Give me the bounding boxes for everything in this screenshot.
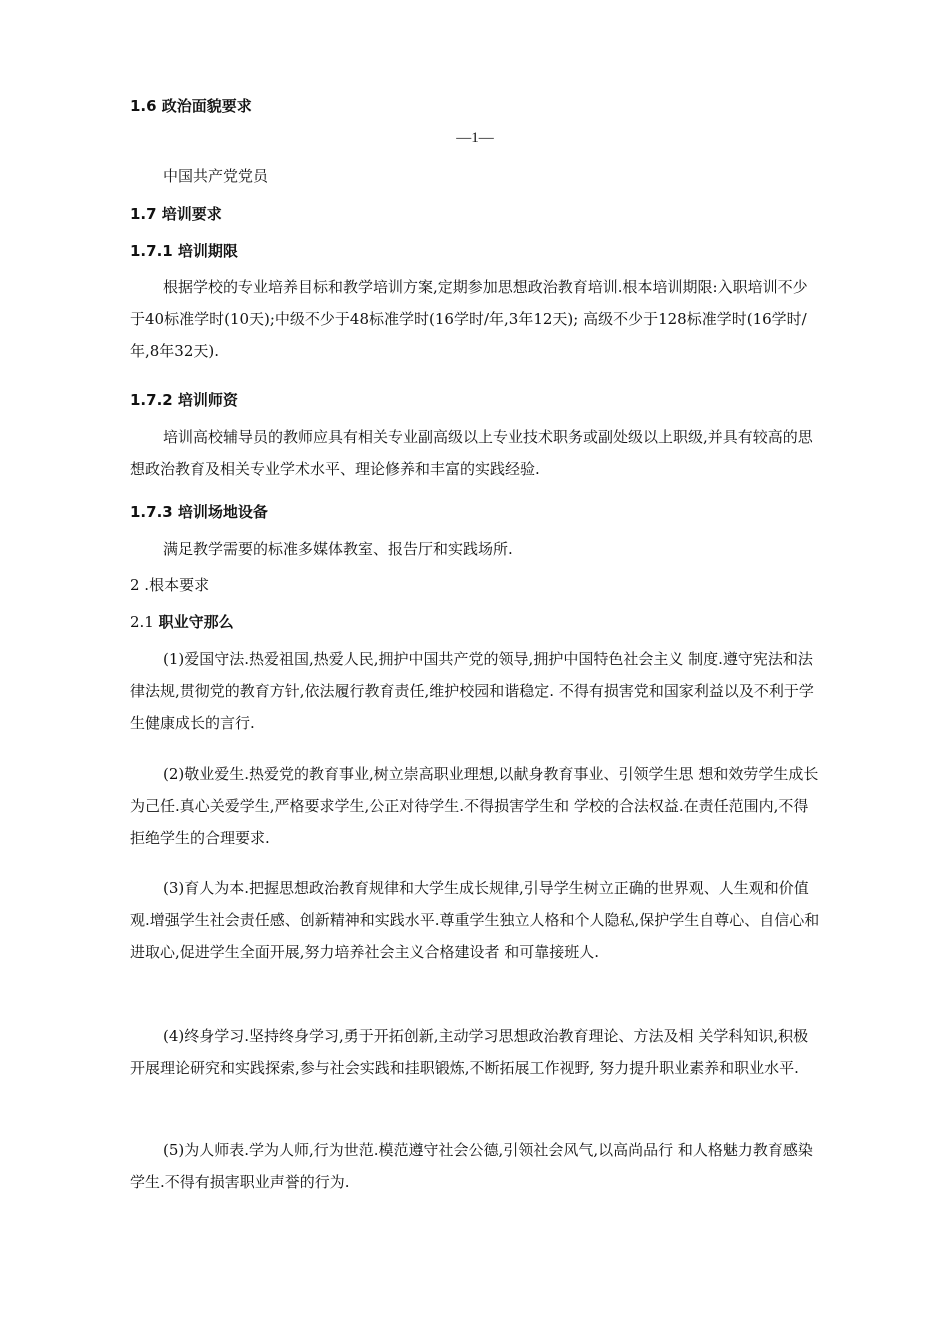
heading-2: 2 .根本要求	[130, 576, 210, 594]
heading-1-7-1: 1.7.1 培训期限	[130, 242, 238, 260]
heading-2-1-number: 2.1	[130, 613, 154, 631]
page-number: —1—	[456, 130, 494, 146]
paragraph-item-4: (4)终身学习.坚持终身学习,勇于开拓创新,主动学习思想政治教育理论、方法及相 关学科知识,积极开展理论研究和实践探索,参与社会实践和挂职锻炼,不断拓展工作视野, 努力提升职业素养和职业水平.	[130, 1027, 809, 1077]
paragraph-training-facilities: 满足教学需要的标准多媒体教室、报告厅和实践场所.	[163, 540, 513, 558]
heading-2-1-title: 职业守那么	[158, 613, 234, 631]
party-member-text: 中国共产党党员	[163, 167, 269, 185]
heading-2-1	[130, 611, 234, 632]
paragraph-item-5: (5)为人师表.学为人师,行为世范.模范遵守社会公德,引领社会风气,以高尚品行 和人格魅力教育感染学生.不得有损害职业声誉的行为.	[130, 1141, 813, 1191]
paragraph-training-faculty: 培训高校辅导员的教师应具有相关专业副高级以上专业技术职务或副处级以上职级,并具有较高的思想政治教育及相关专业学术水平、理论修养和丰富的实践经验.	[130, 428, 813, 478]
paragraph-item-2: (2)敬业爱生.热爱党的教育事业,树立崇高职业理想,以献身教育事业、引领学生思 想和效劳学生成长为己任.真心关爱学生,严格要求学生,公正对待学生.不得损害学生和 学校的合法权益.在责任范围内,不得拒绝学生的合理要求.	[130, 765, 819, 847]
heading-1-7-2: 1.7.2 培训师资	[130, 391, 238, 409]
heading-1-6: 1.6 政治面貌要求	[130, 97, 252, 115]
paragraph-training-period: 根据学校的专业培养目标和教学培训方案,定期参加思想政治教育培训.根本培训期限:入职培训不少于40标准学时(10天);中级不少于48标准学时(16学时/年,3年12天); 高级不少于128标准学时(16学时/年,8年32天).	[130, 278, 808, 360]
paragraph-item-3: (3)育人为本.把握思想政治教育规律和大学生成长规律,引导学生树立正确的世界观、人生观和价值观.增强学生社会责任感、创新精神和实践水平.尊重学生独立人格和个人隐私,保护学生自尊心、自信心和进取心,促进学生全面开展,努力培养社会主义合格建设者 和可靠接班人.	[130, 879, 820, 961]
paragraph-item-1: (1)爱国守法.热爱祖国,热爱人民,拥护中国共产党的领导,拥护中国特色社会主义 制度.遵守宪法和法律法规,贯彻党的教育方针,依法履行教育责任,维护校园和谐稳定. 不得有损害党和国家利益以及不利于学生健康成长的言行.	[130, 650, 814, 732]
heading-1-7: 1.7 培训要求	[130, 205, 222, 223]
heading-1-7-3: 1.7.3 培训场地设备	[130, 503, 268, 521]
